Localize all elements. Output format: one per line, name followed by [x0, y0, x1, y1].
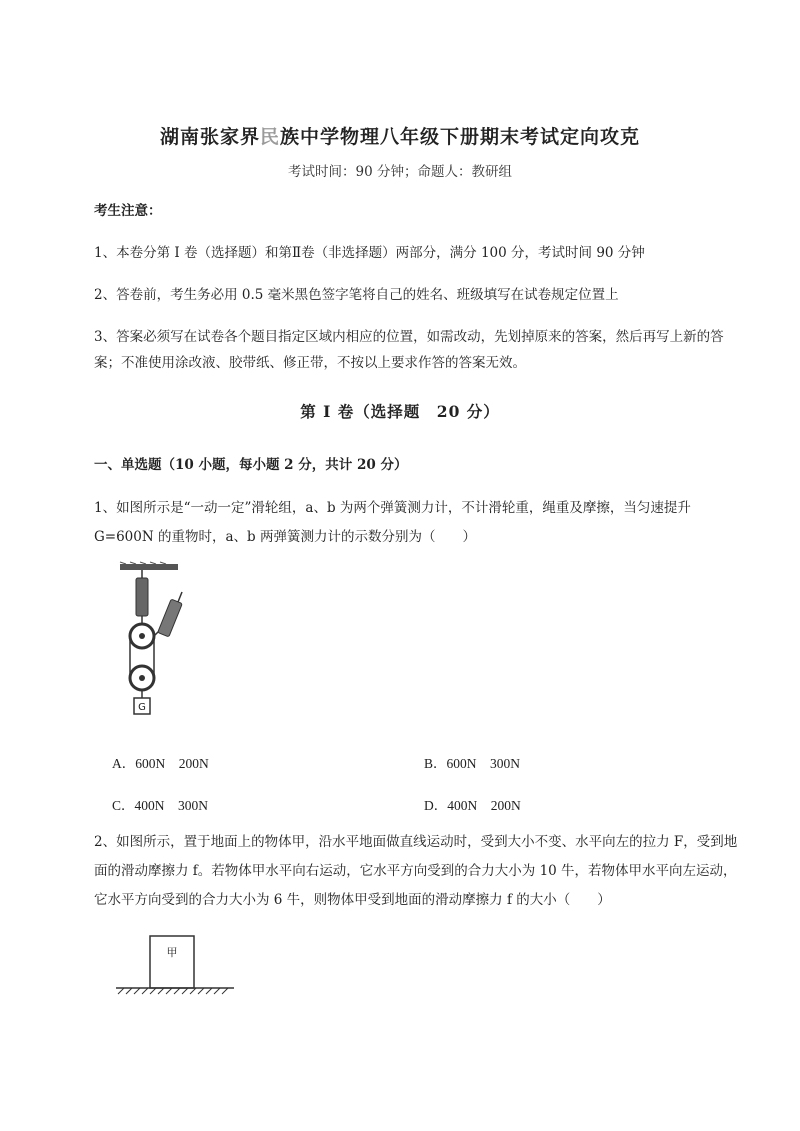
ceiling-hatch	[150, 562, 156, 564]
fixed-pulley-axle	[139, 633, 145, 639]
block-jia	[150, 936, 194, 988]
spring-scale-b	[158, 599, 183, 637]
page-title: 湖南张家界民族中学物理八年级下册期末考试定向攻克	[159, 126, 641, 148]
section-title: 第 I 卷（选择题 20 分）	[300, 402, 500, 421]
ceiling-hatch	[140, 562, 146, 564]
question-1-text: 1、如图所示是“一动一定”滑轮组，a、b 为两个弹簧测力计，不计滑轮重，绳重及摩擦，当匀速提升 G=600N 的重物时，a、b 两弹簧测力计的示数分别为（ ）	[94, 500, 691, 545]
rope	[178, 592, 182, 602]
weight-label: G	[138, 702, 146, 713]
option-a[interactable]: A．600N 200N	[112, 756, 209, 771]
part-heading: 一、单选题（10 小题，每小题 2 分，共计 20 分）	[94, 457, 408, 473]
option-b[interactable]: B．600N 300N	[424, 756, 521, 771]
ceiling-hatch	[160, 562, 166, 564]
pulley-figure	[112, 560, 212, 720]
option-c[interactable]: C．400N 300N	[112, 798, 209, 813]
exam-subtitle: 考试时间：90 分钟；命题人：教研组	[288, 164, 512, 180]
question-2-text: 2、如图所示，置于地面上的物体甲，沿水平地面做直线运动时，受到大小不变、水平向左的拉力 F，受到地面的滑动摩擦力 f。若物体甲水平向右运动，它水平方向受到的合力大小为 10 牛，若物体甲水平向左运动，它水平方向受到的合力大小为 6 牛，则物体甲受到地面的滑动摩擦力 f 的大小（ ）	[94, 834, 738, 908]
option-d[interactable]: D．400N 200N	[424, 798, 521, 813]
ceiling-hatch	[130, 562, 136, 564]
block-label: 甲	[166, 946, 178, 959]
ground-hatching	[118, 988, 228, 994]
block-figure	[110, 930, 240, 1000]
ceiling-hatch	[120, 562, 126, 564]
spring-scale-a	[136, 578, 148, 616]
movable-pulley-axle	[139, 675, 145, 681]
notice-heading: 考生注意：	[94, 203, 162, 219]
notice-item-1: 1、本卷分第 I 卷（选择题）和第Ⅱ卷（非选择题）两部分，满分 100 分，考试时间 90 分钟	[94, 245, 645, 261]
notice-item-3: 3、答案必须写在试卷各个题目指定区域内相应的位置，如需改动，先划掉原来的答案，然后再写上新的答案；不准使用涂改液、胶带纸、修正带，不按以上要求作答的答案无效。	[94, 329, 724, 371]
notice-item-2: 2、答卷前，考生务必用 0.5 毫米黑色签字笔将自己的姓名、班级填写在试卷规定位置上	[94, 287, 619, 303]
ceiling-bar	[120, 564, 178, 570]
